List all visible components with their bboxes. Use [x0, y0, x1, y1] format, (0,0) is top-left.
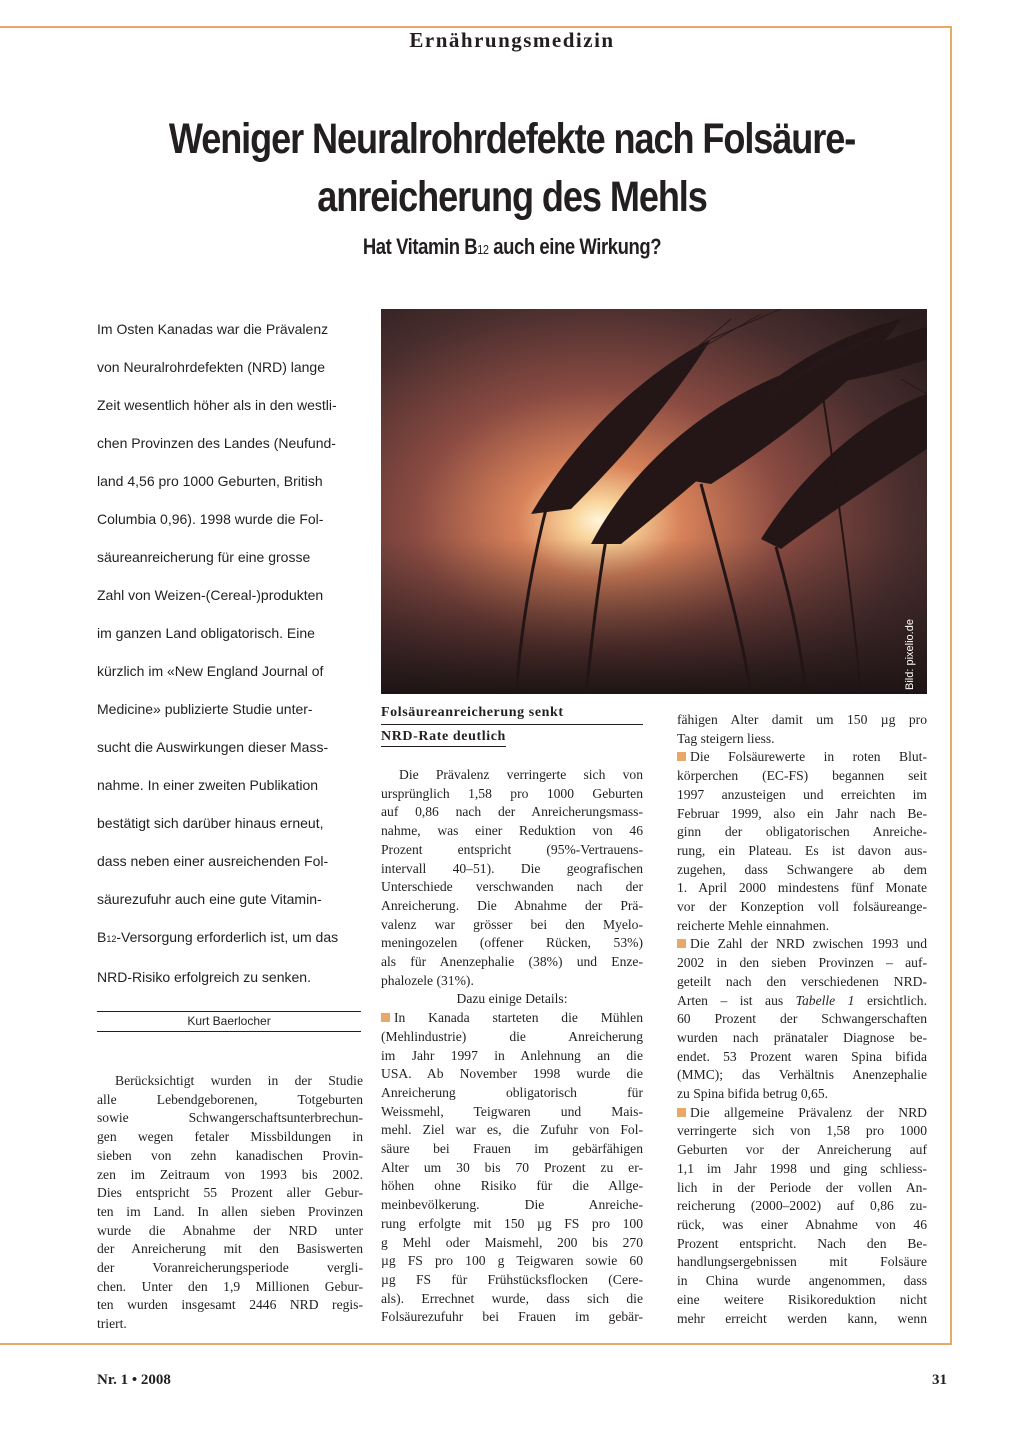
line-text: vor der Konzeption voll folsäureange- — [677, 899, 927, 915]
line-text: als für Anenzephalie (38%) und Enze- — [381, 954, 643, 970]
paragraph-line — [381, 1290, 643, 1309]
intro-line — [97, 690, 365, 728]
line-text: sowie Schwangerschaftsunterbrechun- — [97, 1110, 363, 1126]
intro-line — [97, 500, 365, 538]
line-text: Columbia 0,96). 1998 wurde die Fol- — [97, 511, 324, 527]
line-text: Anreicherung obligatorisch für — [381, 1084, 643, 1100]
line-text: in China wurde angenommen, dass — [677, 1273, 927, 1289]
paragraph-line — [381, 1308, 643, 1327]
line-text: 1,1 im Jahr 1998 und ging schliess- — [677, 1160, 927, 1176]
paragraph-line — [677, 805, 927, 824]
bullet-marker — [677, 752, 686, 761]
line-text: lich in der Periode der vollen An- — [677, 1179, 927, 1195]
paragraph-line — [381, 803, 643, 822]
line-text: Die Prävalenz verringerte sich von — [399, 767, 643, 782]
line-text: (MMC); das Verhältnis Anenzephalie — [677, 1067, 927, 1083]
line-text: ursprünglich 1,58 pro 1000 Geburten — [381, 785, 643, 801]
box-heading — [381, 705, 643, 747]
line-text: fähigen Alter damit um 150 µg pro — [677, 712, 927, 727]
bullet-marker — [677, 939, 686, 948]
line-text: reicherte Mehle einnahmen. — [677, 917, 830, 933]
paragraph-line — [677, 879, 927, 898]
line-text: säurezufuhr auch eine gute Vitamin- — [97, 891, 322, 907]
paragraph-line — [677, 730, 927, 749]
intro-line — [97, 728, 365, 766]
line-text: Prozent entspricht. Nach den Be- — [677, 1235, 927, 1251]
intro-line — [97, 880, 365, 918]
paragraph-line — [677, 1160, 927, 1179]
paragraph-line — [677, 917, 927, 936]
line-text: verringerte sich von 1,58 pro 1000 — [677, 1123, 927, 1139]
paragraph-line — [97, 1091, 363, 1110]
details-heading — [381, 990, 643, 1009]
line-text: ten im Land. In allen sieben Provinzen — [97, 1203, 363, 1219]
paragraph-line — [677, 1085, 927, 1104]
paragraph-line — [381, 1196, 643, 1215]
paragraph-line — [97, 1259, 363, 1278]
paragraph-line — [677, 898, 927, 917]
body-column-1 — [97, 1072, 363, 1334]
photo-credit: Bild: pixelio.de — [904, 619, 916, 690]
paragraph-line — [381, 822, 643, 841]
table-reference-line — [677, 992, 927, 1011]
line-text: im Jahr 1997 in Anlehnung an die — [381, 1047, 643, 1063]
box-heading-line-1: Folsäureanreicherung senkt — [381, 705, 643, 725]
line-text: Zeit wesentlich höher als in den westli- — [97, 397, 337, 413]
title-line-2: anreicherung des Mehls — [317, 173, 707, 221]
line-text: land 4,56 pro 1000 Geburten, British — [97, 473, 323, 489]
line-text: 2002 in den sieben Provinzen – auf- — [677, 955, 927, 971]
table-reference: Tabelle 1 — [795, 992, 855, 1008]
subtitle-subscript: 12 — [477, 242, 489, 257]
line-text: gen wegen fetaler Missbildungen in — [97, 1129, 363, 1145]
line-text: nahme, was einer Reduktion von 46 — [381, 823, 643, 839]
paragraph-line — [97, 1203, 363, 1222]
author-rule-top — [97, 1011, 361, 1012]
paragraph-line — [677, 1197, 927, 1216]
paragraph-line — [381, 897, 643, 916]
paragraph-line — [381, 1009, 643, 1028]
line-text: der Anreicherung mit den Basiswerten — [97, 1241, 363, 1257]
line-text: Dazu einige Details: — [456, 991, 568, 1007]
line-text: Anreicherung. Die Abnahme der Prä- — [381, 897, 643, 913]
intro-line — [97, 614, 365, 652]
paragraph-line — [381, 1047, 643, 1066]
line-text: bestätigt sich darüber hinaus erneut, — [97, 815, 324, 831]
line-text: zu Spina bifida betrug 0,65. — [677, 1086, 829, 1102]
paragraph-line — [381, 841, 643, 860]
line-text: meningozelen (offener Rücken, 53%) — [381, 935, 643, 951]
line-text: Medicine» publizierte Studie unter- — [97, 701, 313, 717]
paragraph-line — [677, 935, 927, 954]
intro-line — [97, 386, 365, 424]
intro-line — [97, 424, 365, 462]
paragraph-line — [97, 1240, 363, 1259]
line-text: nahme. In einer zweiten Publikation — [97, 777, 319, 793]
intro-line — [97, 538, 365, 576]
paragraph-line — [677, 954, 927, 973]
line-text: mehr erreicht werden kann, wenn — [677, 1310, 927, 1326]
paragraph-line — [381, 1103, 643, 1122]
paragraph-line — [677, 1310, 927, 1329]
line-text: körperchen (EC-FS) begannen seit — [677, 768, 927, 784]
paragraph-line — [97, 1109, 363, 1128]
line-text: 1. April 2000 mindestens fünf Monate — [677, 880, 927, 896]
line-text: triert. — [97, 1316, 127, 1332]
line-text: chen. Unter den 1,9 Millionen Gebur- — [97, 1278, 363, 1294]
line-text: Im Osten Kanadas war die Prävalenz — [97, 321, 329, 337]
line-text: Zahl von Weizen-(Cereal-)produkten — [97, 587, 324, 603]
paragraph-line — [677, 1066, 927, 1085]
line-text: im ganzen Land obligatorisch. Eine — [97, 625, 315, 641]
line-text: von Neuralrohrdefekten (NRD) lange — [97, 359, 325, 375]
paragraph-line — [677, 1104, 927, 1123]
intro-line — [97, 462, 365, 500]
paragraph-line — [97, 1072, 363, 1091]
line-text: g Mehl oder Maismehl, 200 bis 270 — [381, 1234, 643, 1250]
intro-line — [97, 842, 365, 880]
paragraph-line — [97, 1184, 363, 1203]
line-text: Prozent entspricht (95%-Vertrauens- — [381, 841, 643, 857]
paragraph-line — [381, 1215, 643, 1234]
frame-right-rule — [950, 26, 952, 1344]
frame-bottom-rule — [0, 1343, 952, 1345]
paragraph-line — [677, 1141, 927, 1160]
body-column-2 — [381, 766, 643, 1327]
line-text: Berücksichtigt wurden in der Studie — [115, 1073, 363, 1088]
bullet-marker — [381, 1013, 390, 1022]
footer-issue: Nr. 1 • 2008 — [97, 1372, 171, 1388]
intro-line — [97, 652, 365, 690]
line-text: rück, was einer Abnahme von 46 — [677, 1216, 927, 1232]
paragraph-line — [97, 1296, 363, 1315]
line-text: als). Errechnet wurde, dass sich die — [381, 1290, 643, 1306]
line-text: Dies entspricht 55 Prozent aller Gebur- — [97, 1185, 363, 1201]
paragraph-line — [677, 1235, 927, 1254]
line-text: phalozele (31%). — [381, 972, 474, 988]
line-text: meinbevölkerung. Die Anreiche- — [381, 1197, 643, 1213]
paragraph-line — [381, 766, 643, 785]
line-text: Weissmehl, Teigwaren und Mais- — [381, 1103, 643, 1119]
paragraph-line — [97, 1166, 363, 1185]
line-text: endet. 53 Prozent waren Spina bifida — [677, 1048, 927, 1064]
paragraph-line — [677, 1048, 927, 1067]
paragraph-line — [97, 1147, 363, 1166]
line-text: Unterschiede verschwanden nach der — [381, 879, 643, 895]
paragraph-line — [381, 1121, 643, 1140]
line-text: rung, ein Plateau. Es ist davon aus- — [677, 842, 927, 858]
line-text: Die Zahl der NRD zwischen 1993 und — [690, 936, 927, 952]
wheat-sunset-photo — [381, 309, 927, 694]
line-text: ersichtlich. — [854, 992, 927, 1008]
line-text: 60 Prozent der Schwangerschaften — [677, 1011, 927, 1027]
line-text: valenz war grösser bei den Myelo- — [381, 916, 643, 932]
paragraph-line — [677, 823, 927, 842]
author-rule-bottom — [97, 1031, 361, 1032]
line-text: chen Provinzen des Landes (Neufund- — [97, 435, 336, 451]
intro-line — [97, 576, 365, 614]
paragraph-line — [677, 1029, 927, 1048]
paragraph-line — [381, 1234, 643, 1253]
intro-line — [97, 804, 365, 842]
line-text: ten wurden insgesamt 2446 NRD regis- — [97, 1297, 363, 1313]
line-text: der Voranreicherungsperiode vergli- — [97, 1260, 363, 1276]
paragraph-line — [677, 842, 927, 861]
line-text: wurden nach pränataler Diagnose be- — [677, 1029, 927, 1045]
line-text: mehl. Ziel war es, die Zufuhr von Fol- — [381, 1122, 643, 1138]
paragraph-line — [381, 878, 643, 897]
paragraph-line — [677, 1272, 927, 1291]
subtitle-text: Hat Vitamin B — [362, 234, 478, 259]
paragraph-line — [677, 748, 927, 767]
footer-page-number: 31 — [932, 1372, 947, 1388]
line-text: rung erfolgte mit 150 µg FS pro 100 — [381, 1215, 643, 1231]
line-text: eine weitere Risikoreduktion nicht — [677, 1291, 927, 1307]
body-column-3 — [677, 711, 927, 1328]
paragraph-line — [381, 916, 643, 935]
intro-b: B — [97, 929, 107, 945]
line-text: handlungsergebnissen mit Folsäure — [677, 1254, 927, 1270]
line-text: µg FS pro 100 g Teigwaren sowie 60 — [381, 1253, 643, 1269]
paragraph-line — [381, 1252, 643, 1271]
line-text: geteilt nach den verschiedenen NRD- — [677, 973, 927, 989]
line-text: µg FS für Frühstücksflocken (Cere- — [381, 1271, 643, 1287]
intro-lead — [97, 310, 365, 996]
article-subtitle — [149, 234, 875, 260]
line-text: ginn der obligatorischen Anreiche- — [677, 824, 927, 840]
line-text: sieben von zehn kanadischen Provin- — [97, 1147, 363, 1163]
paragraph-line — [381, 972, 643, 991]
line-text: höhen ohne Risiko für die Allge- — [381, 1178, 643, 1194]
paragraph-line — [677, 786, 927, 805]
paragraph-line — [381, 1065, 643, 1084]
paragraph-line — [97, 1128, 363, 1147]
paragraph-line — [677, 1179, 927, 1198]
line-text: In Kanada starteten die Mühlen — [394, 1010, 643, 1026]
line-text: reicherung (2000–2002) auf 0,86 zu- — [677, 1198, 927, 1214]
intro-line — [97, 918, 365, 958]
paragraph-line — [677, 711, 927, 730]
line-text: intervall 40–51). Die geografischen — [381, 860, 643, 876]
paragraph-line — [677, 1253, 927, 1272]
line-text: auf 0,86 nach der Anreicherungsmass- — [381, 804, 643, 820]
line-text: zugehen, dass Schwangere ab dem — [677, 861, 927, 877]
paragraph-line — [677, 861, 927, 880]
box-heading-line-2: NRD-Rate deutlich — [381, 729, 506, 747]
line-text: (Mehlindustrie) die Anreicherung — [381, 1028, 643, 1044]
paragraph-line — [677, 1010, 927, 1029]
paragraph-line — [677, 767, 927, 786]
paragraph-line — [381, 1177, 643, 1196]
paragraph-line — [381, 1140, 643, 1159]
intro-line — [97, 766, 365, 804]
line-text: Tag steigern liess. — [677, 730, 775, 746]
paragraph-line — [381, 1159, 643, 1178]
paragraph-line — [97, 1222, 363, 1241]
line-text: säure bei Frauen im gebärfähigen — [381, 1141, 643, 1157]
photo-ground — [381, 539, 927, 694]
title-line-1: Weniger Neuralrohrdefekte nach Folsäure- — [168, 115, 856, 163]
article-title — [149, 110, 875, 226]
line-text: alle Lebendgeborenen, Totgeburten — [97, 1091, 363, 1107]
paragraph-line — [381, 934, 643, 953]
author-name: Kurt Baerlocher — [187, 1014, 271, 1028]
intro-line: NRD-Risiko erfolgreich zu senken. — [97, 969, 311, 985]
line-text: Arten – ist aus — [677, 992, 796, 1008]
line-text: USA. Ab November 1998 wurde die — [381, 1066, 643, 1082]
intro-b-subscript: 12 — [106, 934, 117, 944]
line-text: Geburten vor der Anreicherung auf — [677, 1142, 927, 1158]
paragraph-line — [381, 953, 643, 972]
line-text: säureanreicherung für eine grosse — [97, 549, 311, 565]
paragraph-line — [381, 860, 643, 879]
line-text: Alter um 30 bis 70 Prozent zu er- — [381, 1159, 643, 1175]
line-text: kürzlich im «New England Journal of — [97, 663, 324, 679]
paragraph-line — [97, 1315, 363, 1334]
bullet-marker — [677, 1108, 686, 1117]
line-text: sucht die Auswirkungen dieser Mass- — [97, 739, 329, 755]
intro-line — [97, 348, 365, 386]
paragraph-line — [381, 785, 643, 804]
line-text: zen im Zeitraum von 1993 bis 2002. — [97, 1166, 363, 1182]
paragraph-line — [677, 973, 927, 992]
intro-lines — [97, 310, 365, 918]
paragraph-line — [97, 1278, 363, 1297]
intro-b-rest: -Versorgung erforderlich ist, um das — [116, 929, 339, 945]
intro-line — [97, 310, 365, 348]
paragraph-line — [381, 1084, 643, 1103]
line-text: Februar 1999, also ein Jahr nach Be- — [677, 805, 927, 821]
line-text: dass neben einer ausreichenden Fol- — [97, 853, 329, 869]
paragraph-line — [381, 1028, 643, 1047]
line-text: Folsäurezufuhr bei Frauen im gebär- — [381, 1309, 643, 1325]
line-text: Die Folsäurewerte in roten Blut- — [690, 749, 927, 765]
section-label: Ernährungsmedizin — [409, 28, 615, 52]
paragraph-line — [677, 1122, 927, 1141]
line-text: Die allgemeine Prävalenz der NRD — [690, 1104, 927, 1120]
paragraph-line — [677, 1291, 927, 1310]
line-text: 1997 anzusteigen und erreichten im — [677, 786, 927, 802]
line-text: wurde die Abnahme der NRD unter — [97, 1222, 363, 1238]
paragraph-line — [381, 1271, 643, 1290]
paragraph-line — [677, 1216, 927, 1235]
subtitle-text-end: auch eine Wirkung? — [488, 234, 662, 259]
